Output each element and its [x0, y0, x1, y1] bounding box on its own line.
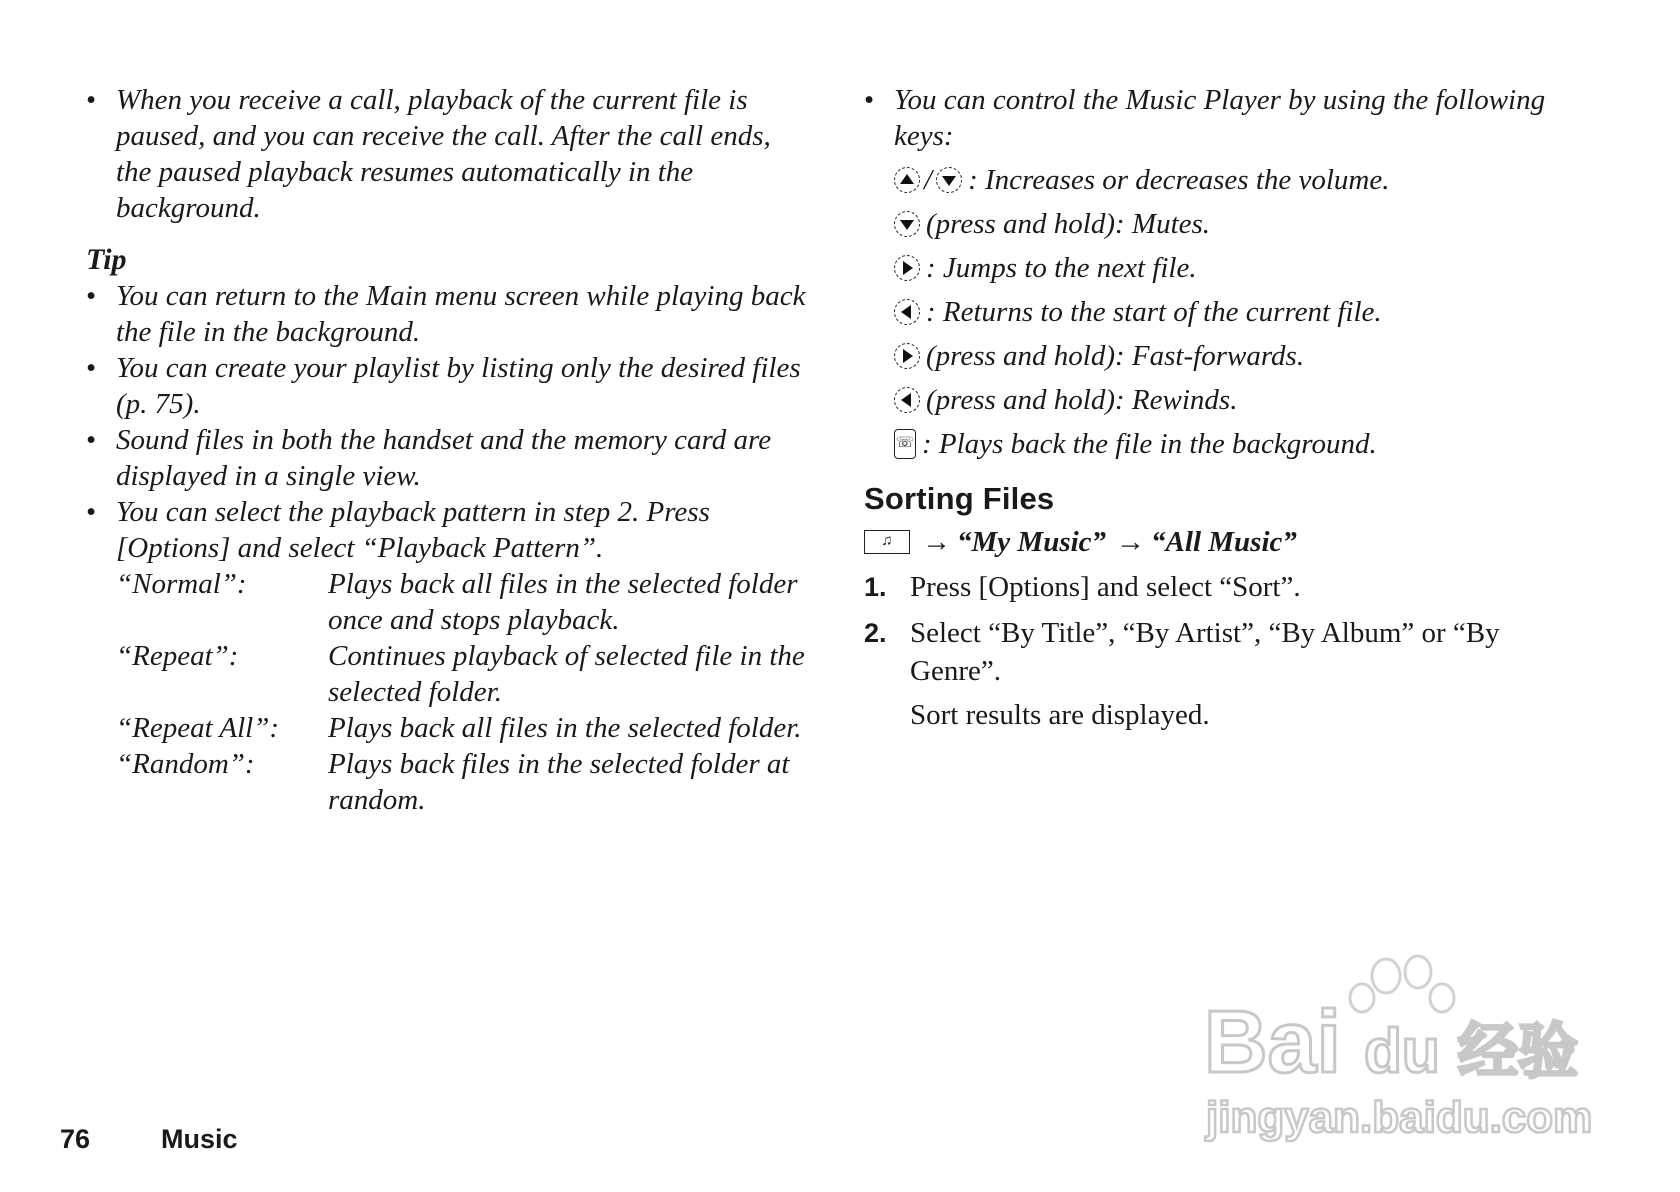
pattern-key: “Random”:	[116, 748, 255, 780]
key-desc: (press and hold): Rewinds.	[926, 384, 1238, 416]
tip-item	[86, 422, 806, 494]
svg-text:Bai: Bai	[1204, 992, 1341, 1091]
pattern-row	[116, 638, 806, 710]
pattern-key: “Repeat All”:	[116, 712, 279, 744]
step-item	[864, 614, 1564, 690]
key-desc: : Increases or decreases the volume.	[968, 164, 1390, 196]
section-title: Sorting Files	[864, 481, 1055, 516]
key-desc: : Returns to the start of the current file.	[926, 296, 1382, 328]
pattern-row	[116, 566, 806, 638]
bullet-dot: •	[864, 84, 875, 116]
key-up-icon	[894, 167, 920, 193]
menu-path	[864, 524, 1564, 560]
path-item: “All Music”	[1151, 526, 1297, 558]
pattern-row	[116, 746, 806, 818]
key-down-icon	[894, 211, 920, 237]
tip-text: You can create your playlist by listing only the desired files (p. 75).	[116, 352, 801, 420]
key-row-volume	[894, 162, 1564, 198]
key-separator: /	[924, 164, 933, 196]
baidu-watermark-logo	[1196, 954, 1616, 1144]
key-row-next	[894, 250, 1564, 286]
page-number: 76	[60, 1124, 91, 1154]
path-item: “My Music”	[957, 526, 1107, 558]
bullet-dot: •	[86, 84, 97, 116]
pattern-desc: Continues playback of selected file in the selected folder.	[328, 640, 805, 708]
right-column	[864, 82, 1564, 734]
key-desc: (press and hold): Mutes.	[926, 208, 1211, 240]
tip-text: Sound files in both the handset and the memory card are displayed in a single view.	[116, 424, 772, 492]
key-right-icon	[894, 255, 920, 281]
key-left-icon	[894, 299, 920, 325]
svg-text:du: du	[1364, 1017, 1440, 1086]
pattern-desc: Plays back all files in the selected folder once and stops playback.	[328, 568, 798, 636]
key-desc: (press and hold): Fast-forwards.	[926, 340, 1305, 372]
page-footer	[60, 1124, 238, 1155]
pattern-desc: Plays back files in the selected folder at random.	[328, 748, 790, 816]
pattern-key: “Normal”:	[116, 568, 247, 600]
svg-text:经验: 经验	[1458, 1017, 1578, 1087]
key-row-background	[894, 426, 1564, 462]
playback-pattern-table	[116, 566, 806, 818]
key-row-restart	[894, 294, 1564, 330]
step-text: Press [Options] and select “Sort”.	[910, 571, 1301, 603]
bullet-dot: •	[86, 280, 97, 312]
result-note: Sort results are displayed.	[910, 699, 1210, 731]
left-column	[86, 82, 806, 818]
controls-intro-text: You can control the Music Player by using the following keys:	[894, 84, 1546, 152]
call-bullet-text: When you receive a call, playback of the current file is paused, and you can receive the call. After the call ends, the paused playback resumes automatically in the background.	[116, 84, 771, 224]
path-arrow: →	[922, 526, 951, 558]
bullet-dot: •	[86, 352, 97, 384]
key-left-icon	[894, 387, 920, 413]
controls-bullet	[864, 82, 1564, 154]
key-row-mute	[894, 206, 1564, 242]
key-row-ffwd	[894, 338, 1564, 374]
pattern-desc: Plays back all files in the selected folder.	[328, 712, 802, 744]
pattern-row	[116, 710, 806, 746]
tip-text: You can return to the Main menu screen while playing back the file in the background.	[116, 280, 806, 348]
step-number: 1.	[864, 572, 887, 602]
call-bullet	[86, 82, 806, 226]
section-name: Music	[161, 1124, 238, 1154]
tip-item	[86, 278, 806, 350]
key-desc: : Jumps to the next file.	[926, 252, 1197, 284]
tip-item	[86, 494, 806, 566]
svg-text:jingyan.baidu.com: jingyan.baidu.com	[1206, 1093, 1593, 1142]
music-menu-icon: ♫	[864, 530, 910, 554]
pattern-key: “Repeat”:	[116, 640, 239, 672]
key-right-icon	[894, 343, 920, 369]
step-item	[864, 568, 1564, 606]
tip-item	[86, 350, 806, 422]
bullet-dot: •	[86, 496, 97, 528]
bullet-dot: •	[86, 424, 97, 456]
phone-key-icon: ☏	[894, 429, 916, 459]
tip-heading: Tip	[86, 243, 127, 276]
key-desc: : Plays back the file in the background.	[922, 428, 1377, 460]
path-arrow: →	[1116, 526, 1146, 558]
step-text: Select “By Title”, “By Artist”, “By Album” or “By Genre”.	[910, 617, 1500, 687]
key-down-icon	[936, 167, 962, 193]
key-row-rewind	[894, 382, 1564, 418]
tip-text: You can select the playback pattern in step 2. Press [Options] and select “Playback Pattern”.	[116, 496, 710, 564]
step-number: 2.	[864, 618, 887, 648]
